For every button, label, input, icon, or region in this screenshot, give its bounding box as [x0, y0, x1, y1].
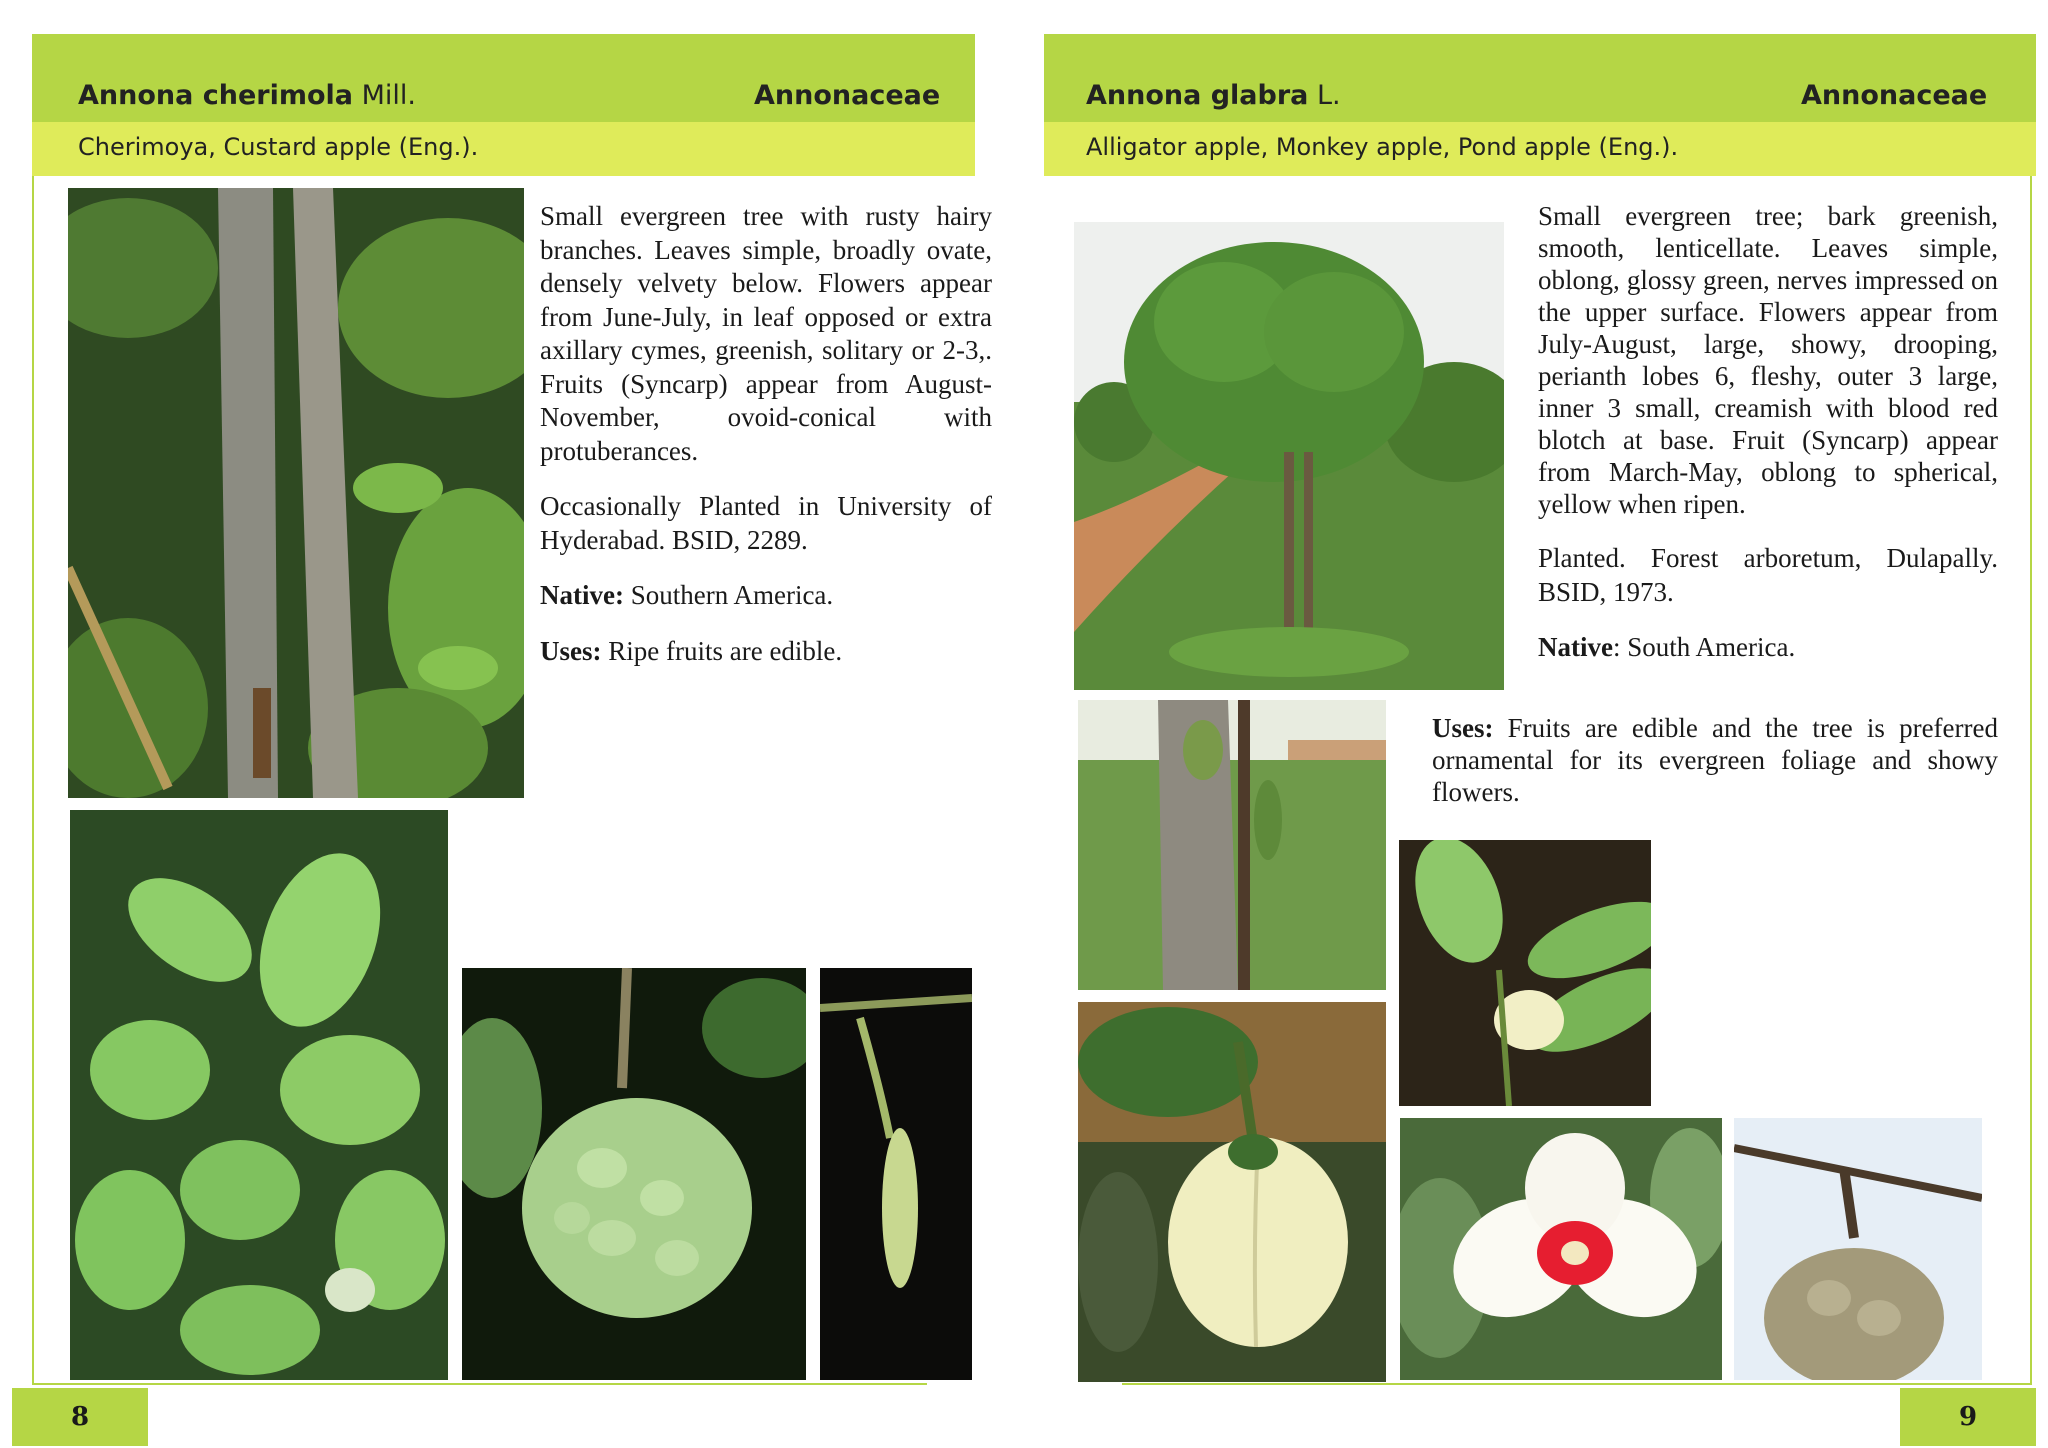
- photo-cherimola-leaves: [70, 810, 448, 1380]
- right-native-value: : South America.: [1612, 632, 1796, 662]
- photo-cherimola-flower-bud: [820, 968, 972, 1380]
- right-species-title: [1086, 80, 1341, 111]
- photo-glabra-open-flower: [1400, 1118, 1722, 1380]
- left-native-label: Native:: [540, 580, 624, 610]
- right-description: Small evergreen tree; bark greenish, smooth, lenticellate. Leaves simple, oblong, glossy green, nerves impressed on the upper surface. Flowers appear from July-August, large, showy, drooping, perianth lobes 6, fleshy, outer 3 large, inner 3 small, creamish with blood red blotch at base. Fruit (Syncarp) appear from March-May, oblong to spherical, yellow when ripen.: [1538, 201, 1998, 519]
- photo-glabra-tree: [1074, 222, 1504, 690]
- photo-cherimola-tree-trunk: [68, 188, 524, 798]
- right-page-number: 9: [1900, 1388, 2036, 1446]
- right-uses-value: Fruits are edible and the tree is preferred ornamental for its evergreen foliage and showy flowers.: [1432, 713, 1998, 807]
- left-uses: [540, 635, 992, 669]
- left-native: [540, 579, 992, 613]
- right-text-column-lower: [1432, 712, 1998, 830]
- photo-glabra-fruit: [1078, 1002, 1386, 1382]
- right-occurrence: Planted. Forest arboretum, Dulapally. BSID, 1973.: [1538, 543, 1998, 607]
- left-uses-label: Uses:: [540, 635, 602, 666]
- right-uses: [1432, 712, 1998, 808]
- left-species-name: Annona cherimola: [78, 80, 353, 111]
- left-native-value: Southern America.: [630, 580, 834, 610]
- left-uses-value: Ripe fruits are edible.: [608, 635, 843, 666]
- left-species-title: [78, 80, 416, 111]
- left-family-name: Annonaceae: [754, 80, 941, 111]
- photo-glabra-dry-fruit: [1734, 1118, 1982, 1380]
- right-family-name: Annonaceae: [1801, 80, 1988, 111]
- right-text-column-upper: [1538, 200, 1998, 687]
- left-species-author: Mill.: [361, 80, 416, 111]
- photo-cherimola-fruit: [462, 968, 806, 1380]
- right-native: [1538, 631, 1998, 665]
- right-common-names: Alligator apple, Monkey apple, Pond apple (Eng.).: [1086, 133, 1679, 161]
- right-species-name: Annona glabra: [1086, 80, 1309, 111]
- left-occurrence: Occasionally Planted in University of Hyderabad. BSID, 2289.: [540, 491, 992, 555]
- right-uses-label: Uses:: [1432, 713, 1494, 743]
- right-native-label: Native: [1538, 632, 1613, 662]
- left-description: Small evergreen tree with rusty hairy branches. Leaves simple, broadly ovate, densely velvety below. Flowers appear from June-July, in leaf opposed or extra axillary cymes, greenish, solitary or 2-3,. Fruits (Syncarp) appear from August-November, ovoid-conical with protuberances.: [540, 201, 992, 466]
- right-page: [1024, 0, 2048, 1448]
- left-bottom-line: [32, 1383, 927, 1385]
- right-species-author: L.: [1317, 80, 1341, 111]
- right-frame-line: [2030, 176, 2032, 1384]
- photo-glabra-trunk: [1078, 700, 1386, 990]
- right-bottom-line: [1122, 1383, 2032, 1385]
- left-frame-line: [32, 176, 34, 1384]
- left-text-column: [540, 200, 992, 690]
- left-common-names: Cherimoya, Custard apple (Eng.).: [78, 133, 479, 161]
- photo-glabra-flower-leaves: [1399, 840, 1651, 1106]
- left-page-number: 8: [12, 1388, 148, 1446]
